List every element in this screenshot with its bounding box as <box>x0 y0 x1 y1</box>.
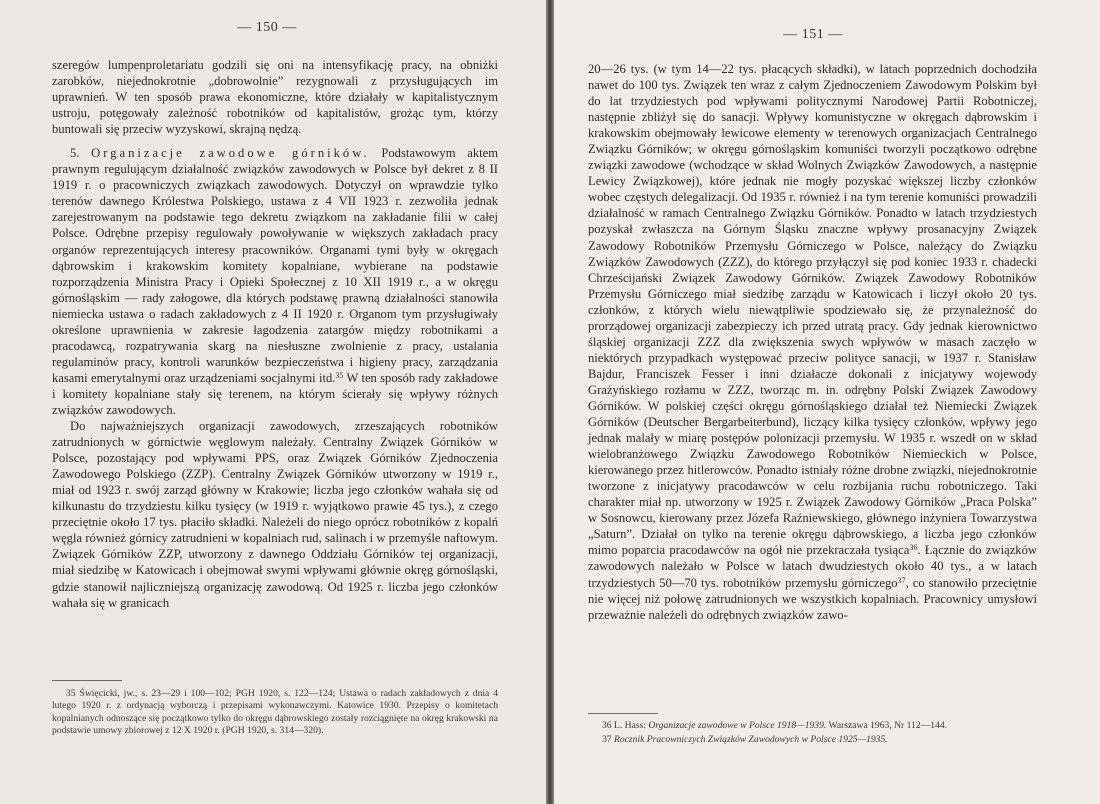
left-page-body <box>52 57 498 611</box>
footnote-36-title: Organizacje zawodowe w Polsce 1918—1939. <box>648 720 827 731</box>
footnote-ref-36[interactable]: 36 <box>909 543 918 553</box>
footnote-35: 35 Święcicki, jw., s. 23—29 i 100—102; PGH 1920, s. 122—124; Ustawa o radach zakładowych z dnia 4 lutego 1920 r. z ordynacją wyborczą i przepisami wykonawczymi. Katowice 1930. Przepisy o komitetach kopalnianych odnoszące się początkowo tylko do okręgu dąbrowskiego zostały rozciągnięte na okręg krakowski na podstawie umowy zbiorowej z 12 X 1920 r. (PGH 1920, s. 314—320). <box>52 688 498 737</box>
left-footnotes <box>52 688 498 738</box>
left-page <box>0 0 546 804</box>
footnote-rule <box>52 680 122 681</box>
footnote-ref-35[interactable]: 35 <box>335 370 344 380</box>
continuation-text-c: , co stanowiło przeciętnie nie więcej niż połowę zatrudnionych we wszystkich kopalniach. Pracownicy umysłowi przeważnie należeli do odrębnych związków zawo- <box>588 575 1037 622</box>
footnote-ref-37[interactable]: 37 <box>897 575 906 585</box>
section-5-text: Podstawowym aktem prawnym regulującym działalność związków zawodowych w Polsce był dekret z 8 II 1919 r. o pracowniczych związkach zawodowych. Dotyczył on wprawdzie tylko terenów dawnego Królestwa Polskiego, ustawa z 4 VII 1923 r. zezwoliła jednak zarejestrowanym na podstawie tego dekretu związkom na zakładanie filii w całej Polsce. Odrębne przepisy regulowały powoływanie w większych zakładach pracy organów reprezentujących interesy pracowników. Organami tymi były w okręgach dąbrowskim i krakowskim komitety kopalniane, wybierane na podstawie rozporządzenia Ministra Pracy i Opieki Społecznej z 10 XII 1919 r., a w okręgu górnośląskim — rady załogowe, dla których podstawę prawną działalności stanowiła niemiecka ustawa o radach zakładowych z 4 II 1920 r. Organom tym przysługiwały określone uprawnienia w zakresie łagodzenia zatargów między robotnikami a pracodawcą, rozpatrywania skarg na niesłuszne zwolnienie z pracy, ustalania regulaminów pracy, kontroli warunków bezpieczeństwa i higieny pracy, zarządzania kasami emerytalnymi oraz urządzeniami socjalnymi itd. <box>52 146 499 385</box>
section-heading: Organizacje zawodowe górników. <box>91 146 370 161</box>
section-number: 5. <box>70 146 80 161</box>
right-page-body <box>588 61 1037 623</box>
footnote-rule <box>588 713 658 714</box>
section-5-text-cont: W ten sposób rady zakładowe i komitety kopalniane stały się terenem, na którym ścierały się wpływy różnych związków zawodowych. <box>52 370 498 417</box>
right-footnotes <box>588 720 1037 747</box>
footnote-37-number: 37 <box>602 734 612 746</box>
footnote-36 <box>588 720 1037 732</box>
continuation-text-b: . Łącznie do związków zawodowych należało w Polsce w latach dwudziestych około 40 tys., a w latach trzydziestych 50—70 tys. robotników przemysłu górniczego <box>588 543 1037 590</box>
page-number-150: — 150 — <box>237 20 297 35</box>
page-number-151: — 151 — <box>783 27 843 42</box>
paragraph-intro: szeregów lumpenproletariatu godzili się oni na intensyfikację pracy, na obniżki zarobków, niejednokrotnie „dobrowolnie” rezygnowali z przysługujących im uprawnień. W ten sposób prawa ekonomiczne, które działały w kapitalistycznym ustroju, potęgowały zależność robotników od kapitalistów, grożąc tym, którzy buntowali się przeciw wyzyskowi, skrajną nędzą. <box>52 58 498 137</box>
footnote-36-author: 36 L. Hass: <box>602 720 646 731</box>
footnote-37-title: Rocznik Pracowniczych Związków Zawodowych w Polsce 1925—1935. <box>614 734 888 746</box>
book-gutter <box>546 0 554 804</box>
paragraph-section-5 <box>52 145 498 418</box>
footnote-36-rest: Warszawa 1963, Nr 112—144. <box>828 720 948 731</box>
continuation-text-a: 20—26 tys. (w tym 14—22 tys. płacących składki), w latach poprzednich dochodziła nawet do 100 tys. Związek ten wraz z całym Zjednoczeniem Zawodowym Polskim był do lat trzydziestych pod wpływami politycznymi Narodowej Partii Robotniczej, następnie zbliżył się do sanacji. Wpływy komunistyczne w okręgach dąbrowskim i krakowskim obejmowały lewicowe elementy w terenowych organizacjach Centralnego Związku Górników; w okręgu górnośląskim komuniści tworzyli początkowo odrębne związki zawodowe (wchodzące w skład Wolnych Związków Zawodowych, a następnie Lewicy Związkowej), które jednak nie mogły pozyskać większej liczby członków wobec częstych delegalizacji. Od 1935 r. również i na tym terenie komuniści prowadzili działalność w ramach Centralnego Związku Górników. Ponadto w latach trzydziestych pozyskał zwłaszcza na Górnym Śląsku znaczne wpływy prosanacyjny Związek Zawodowy Robotników Przemysłu Górniczego w Polsce, należący do Związku Związków Zawodowych (ZZZ), do którego przyłączył się pod koniec 1933 r. chadecki Chrześcijański Związek Zawodowy Górników. Związek Zawodowy Robotników Przemysłu Górniczego miał siedzibę zarządu w Katowicach i liczył około 20 tys. członków, z których wielu niewątpliwie spodziewało się, że przynależność do prorządowej organizacji zabezpieczy ich przed utratą pracy. Gdy jednak kierownictwo śląskiej organizacji ZZZ dla zwiększenia swych wpływów w masach zaczęło w niektórych przypadkach występować przeciw polityce sanacji, w 1937 r. Stanisław Bajdur, Franciszek Fesser i inni działacze dokonali z inicjatywy wojewody Grażyńskiego rozłamu w ZZZ, tworząc m. in. odrębny Polski Związek Zawodowy Górników. W polskiej części okręgu górnośląskiego działał też Niemiecki Związek Górników (Deutscher Bergarbeiterbund), liczący kilka tysięcy członków, wpływy jego jednak malały w miarę postępów polonizacji przemysłu. W 1935 r. wszedł on w skład wielobranżowego Związku Zawodowego Robotników Niemieckich w Polsce, kierowanego przez hitlerowców. Ponadto istniały różne drobne związki, niejednokrotnie tworzone z inicjatywy pracodawców w celu rozbijania ruchu robotniczego. Taki charakter miał np. utworzony w 1925 r. Związek Zawodowy Górników „Praca Polska” w Sosnowcu, kierowany przez Józefa Raźniewskiego, głównego inżyniera Towarzystwa „Saturn”. Działał on tylko na terenie okręgu dąbrowskiego, a liczba jego członków mimo poparcia pracodawców na ogół nie przekraczała tysiąca <box>588 62 1037 558</box>
footnote-37 <box>588 734 1037 746</box>
paragraph-organizations: Do najważniejszych organizacji zawodowych, zrzeszających robotników zatrudnionych w górnictwie węglowym należały. Centralny Związek Górników w Polsce, pozostający pod wpływami PPS, oraz Związek Górników Zjednoczenia Zawodowego Polskiego (ZZP). Centralny Związek Górników utworzony w 1919 r., miał od 1923 r. swój zarząd główny w Krakowie; liczba jego członków wahała się od kilkunastu do trzydziestu kilku tysięcy (w 1919 r. wyjątkowo prawie 45 tys.), z czego przeciętnie około 17 tys. płaciło składki. Należeli do niego oprócz robotników z kopalń węgla również górnicy zatrudnieni w kopalniach rud, salinach i w przemyśle naftowym. Związek Górników ZZP, utworzony z dawnego Oddziału Górników tej organizacji, miał siedzibę w Katowicach i obejmował swymi wpływami głównie okręg górnośląski, gdzie stanowił najliczniejszą organizację zawodową. Od 1925 r. liczba jego członków wahała się w granicach <box>52 419 498 610</box>
paragraph-continuation <box>588 61 1037 623</box>
right-page <box>554 0 1100 804</box>
